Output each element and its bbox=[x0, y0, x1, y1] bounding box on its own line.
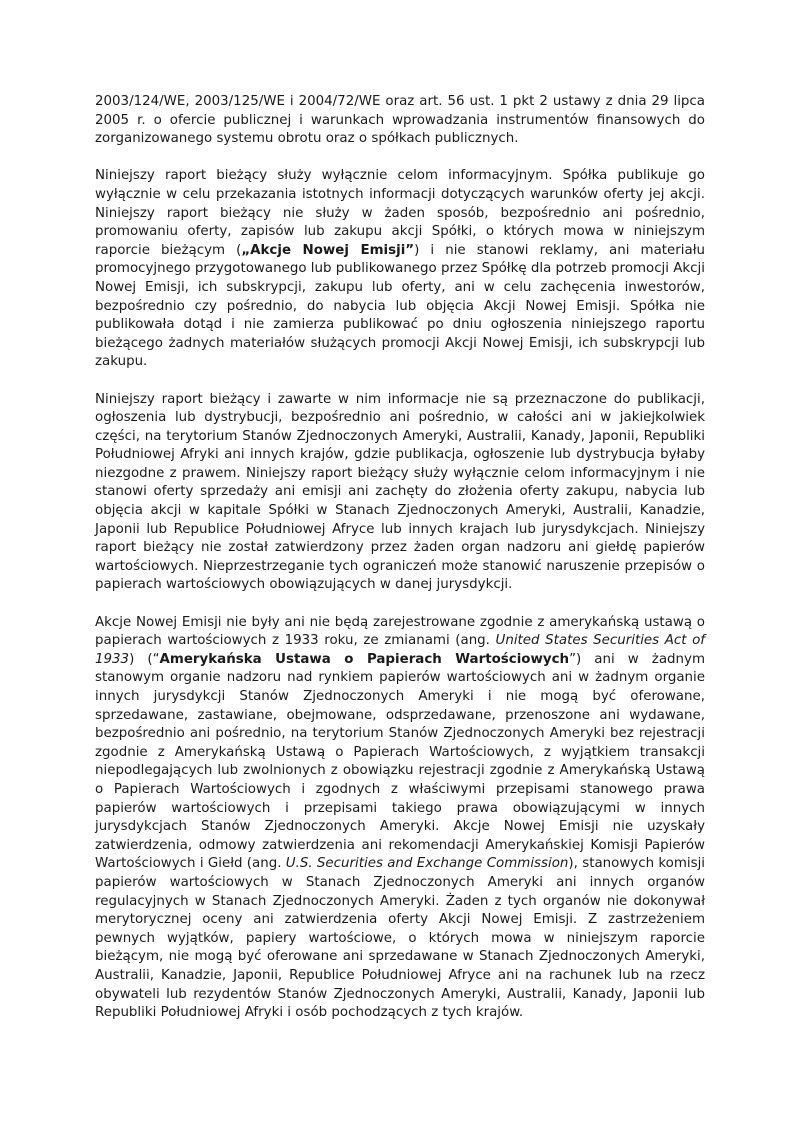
paragraph-text: Akcje Nowej Emisji nie były ani nie będą zarejestrowane zgodnie z amerykańską ustawą o papierach wartościowych z 1933 roku, ze zmianami (ang. bbox=[95, 614, 705, 649]
foreign-term: U.S. Securities and Exchange Commission bbox=[285, 856, 569, 872]
paragraph-informational-purpose bbox=[95, 167, 705, 372]
paragraph-distribution-restrictions bbox=[95, 391, 705, 596]
defined-term: Amerykańska Ustawa o Papierach Wartościowych bbox=[159, 651, 570, 667]
paragraph-text: Niniejszy raport bieżący służy wyłącznie celom informacyjnym. Spółka publikuje go wyłącznie w celu przekazania istotnych informacji dotyczących warunków oferty jej akcji. Niniejszy raport bieżący nie służy w żaden sposób, bezpośrednio ani pośrednio, promowaniu oferty, zapisów lub zakupu akcji Spółki, o których mowa w niniejszym raporcie bieżącym ( bbox=[95, 168, 705, 258]
document-body bbox=[95, 93, 705, 1023]
paragraph-text: ) i nie stanowi reklamy, ani materiału promocyjnego przygotowanego lub publikowanego przez Spółkę dla potrzeb promocji Akcji Nowej Emisji, ich subskrypcji, zakupu lub oferty, ani w celu zachęcenia inwestorów, bezpośrednio czy pośrednio, do nabycia lub objęcia Akcji Nowej Emisji. Spółka nie publikowała dotąd i nie zamierza publikować po dniu ogłoszenia niniejszego raportu bieżącego żadnych materiałów służących promocji Akcji Nowej Emisji, ich subskrypcji lub zakupu. bbox=[95, 242, 706, 370]
paragraph-text: ”) ani w żadnym stanowym organie nadzoru nad rynkiem papierów wartościowych ani w żadnym organie innych jurysdykcji Stanów Zjednoczonych Ameryki i nie mogą być oferowane, sprzedawane, zastawiane, obejmowane, odsprzedawane, przenoszone ani wydawane, bezpośrednio ani pośrednio, na terytorium Stanów Zjednoczonych Ameryki bez rejestracji zgodnie z Amerykańską Ustawą o Papierach Wartościowych, z wyjątkiem transakcji niepodlegających lub zwolnionych z obowiązku rejestracji zgodnie z Amerykańską Ustawą o Papierach Wartościowych i zgodnych z właściwymi przepisami stanowego prawa papierów wartościowych i przepisami takiego prawa obowiązującymi w innych jurysdykcjach Stanów Zjednoczonych Ameryki. Akcje Nowej Emisji nie uzyskały zatwierdzenia, odmowy zatwierdzenia ani rekomendacji Amerykańskiej Komisji Papierów Wartościowych i Giełd (ang. bbox=[95, 651, 705, 872]
paragraph-text: 2003/124/WE, 2003/125/WE i 2004/72/WE oraz art. 56 ust. 1 pkt 2 ustawy z dnia 29 lipca 2005 r. o ofercie publicznej i warunkach wprowadzania instrumentów finansowych do zorganizowanego systemu obrotu oraz o spółkach publicznych. bbox=[95, 94, 705, 147]
paragraph-text: ), stanowych komisji papierów wartościowych w Stanach Zjednoczonych Ameryki ani innych organów regulacyjnych w Stanach Zjednoczonych Ameryki. Żaden z tych organów nie dokonywał merytorycznej oceny ani zatwierdzenia oferty Akcji Nowej Emisji. Z zastrzeżeniem pewnych wyjątków, papiery wartościowe, o których mowa w niniejszym raporcie bieżącym, nie mogą być oferowane ani sprzedawane w Stanach Zjednoczonych Ameryki, Australii, Kanadzie, Japonii, Republice Południowej Afryce ani na rachunek lub na rzecz obywateli lub rezydentów Stanów Zjednoczonych Ameryki, Australii, Kanady, Japonii lub Republiki Południowej Afryki i osób pochodzących z tych krajów. bbox=[95, 856, 706, 1021]
paragraph-text: Niniejszy raport bieżący i zawarte w nim informacje nie są przeznaczone do publikacji, ogłoszenia lub dystrybucji, bezpośrednio ani pośrednio, w całości ani w jakiejkolwiek części, na terytorium Stanów Zjednoczonych Ameryki, Australii, Kanady, Japonii, Republiki Południowej Afryki ani innych krajów, gdzie publikacja, ogłoszenie lub dystrybucja byłaby niezgodne z prawem. Niniejszy raport bieżący służy wyłącznie celom informacyjnym i nie stanowi oferty sprzedaży ani emisji ani zachęty do złożenia oferty zakupu, nabycia lub objęcia akcji w kapitale Spółki w Stanach Zjednoczonych Ameryki, Australii, Kanadzie, Japonii lub Republice Południowej Afryce lub innych krajach lub jurysdykcjach. Niniejszy raport bieżący nie został zatwierdzony przez żaden organ nadzoru ani giełdę papierów wartościowych. Nieprzestrzeganie tych ograniczeń może stanowić naruszenie przepisów o papierach wartościowych obowiązujących w danej jurysdykcji. bbox=[95, 391, 705, 593]
paragraph-legal-basis bbox=[95, 93, 705, 149]
paragraph-us-securities bbox=[95, 614, 705, 1023]
defined-term: „Akcje Nowej Emisji” bbox=[241, 242, 415, 258]
paragraph-text: ) (“ bbox=[129, 651, 160, 667]
foreign-term: United States Securities Act of 1933 bbox=[95, 633, 705, 667]
